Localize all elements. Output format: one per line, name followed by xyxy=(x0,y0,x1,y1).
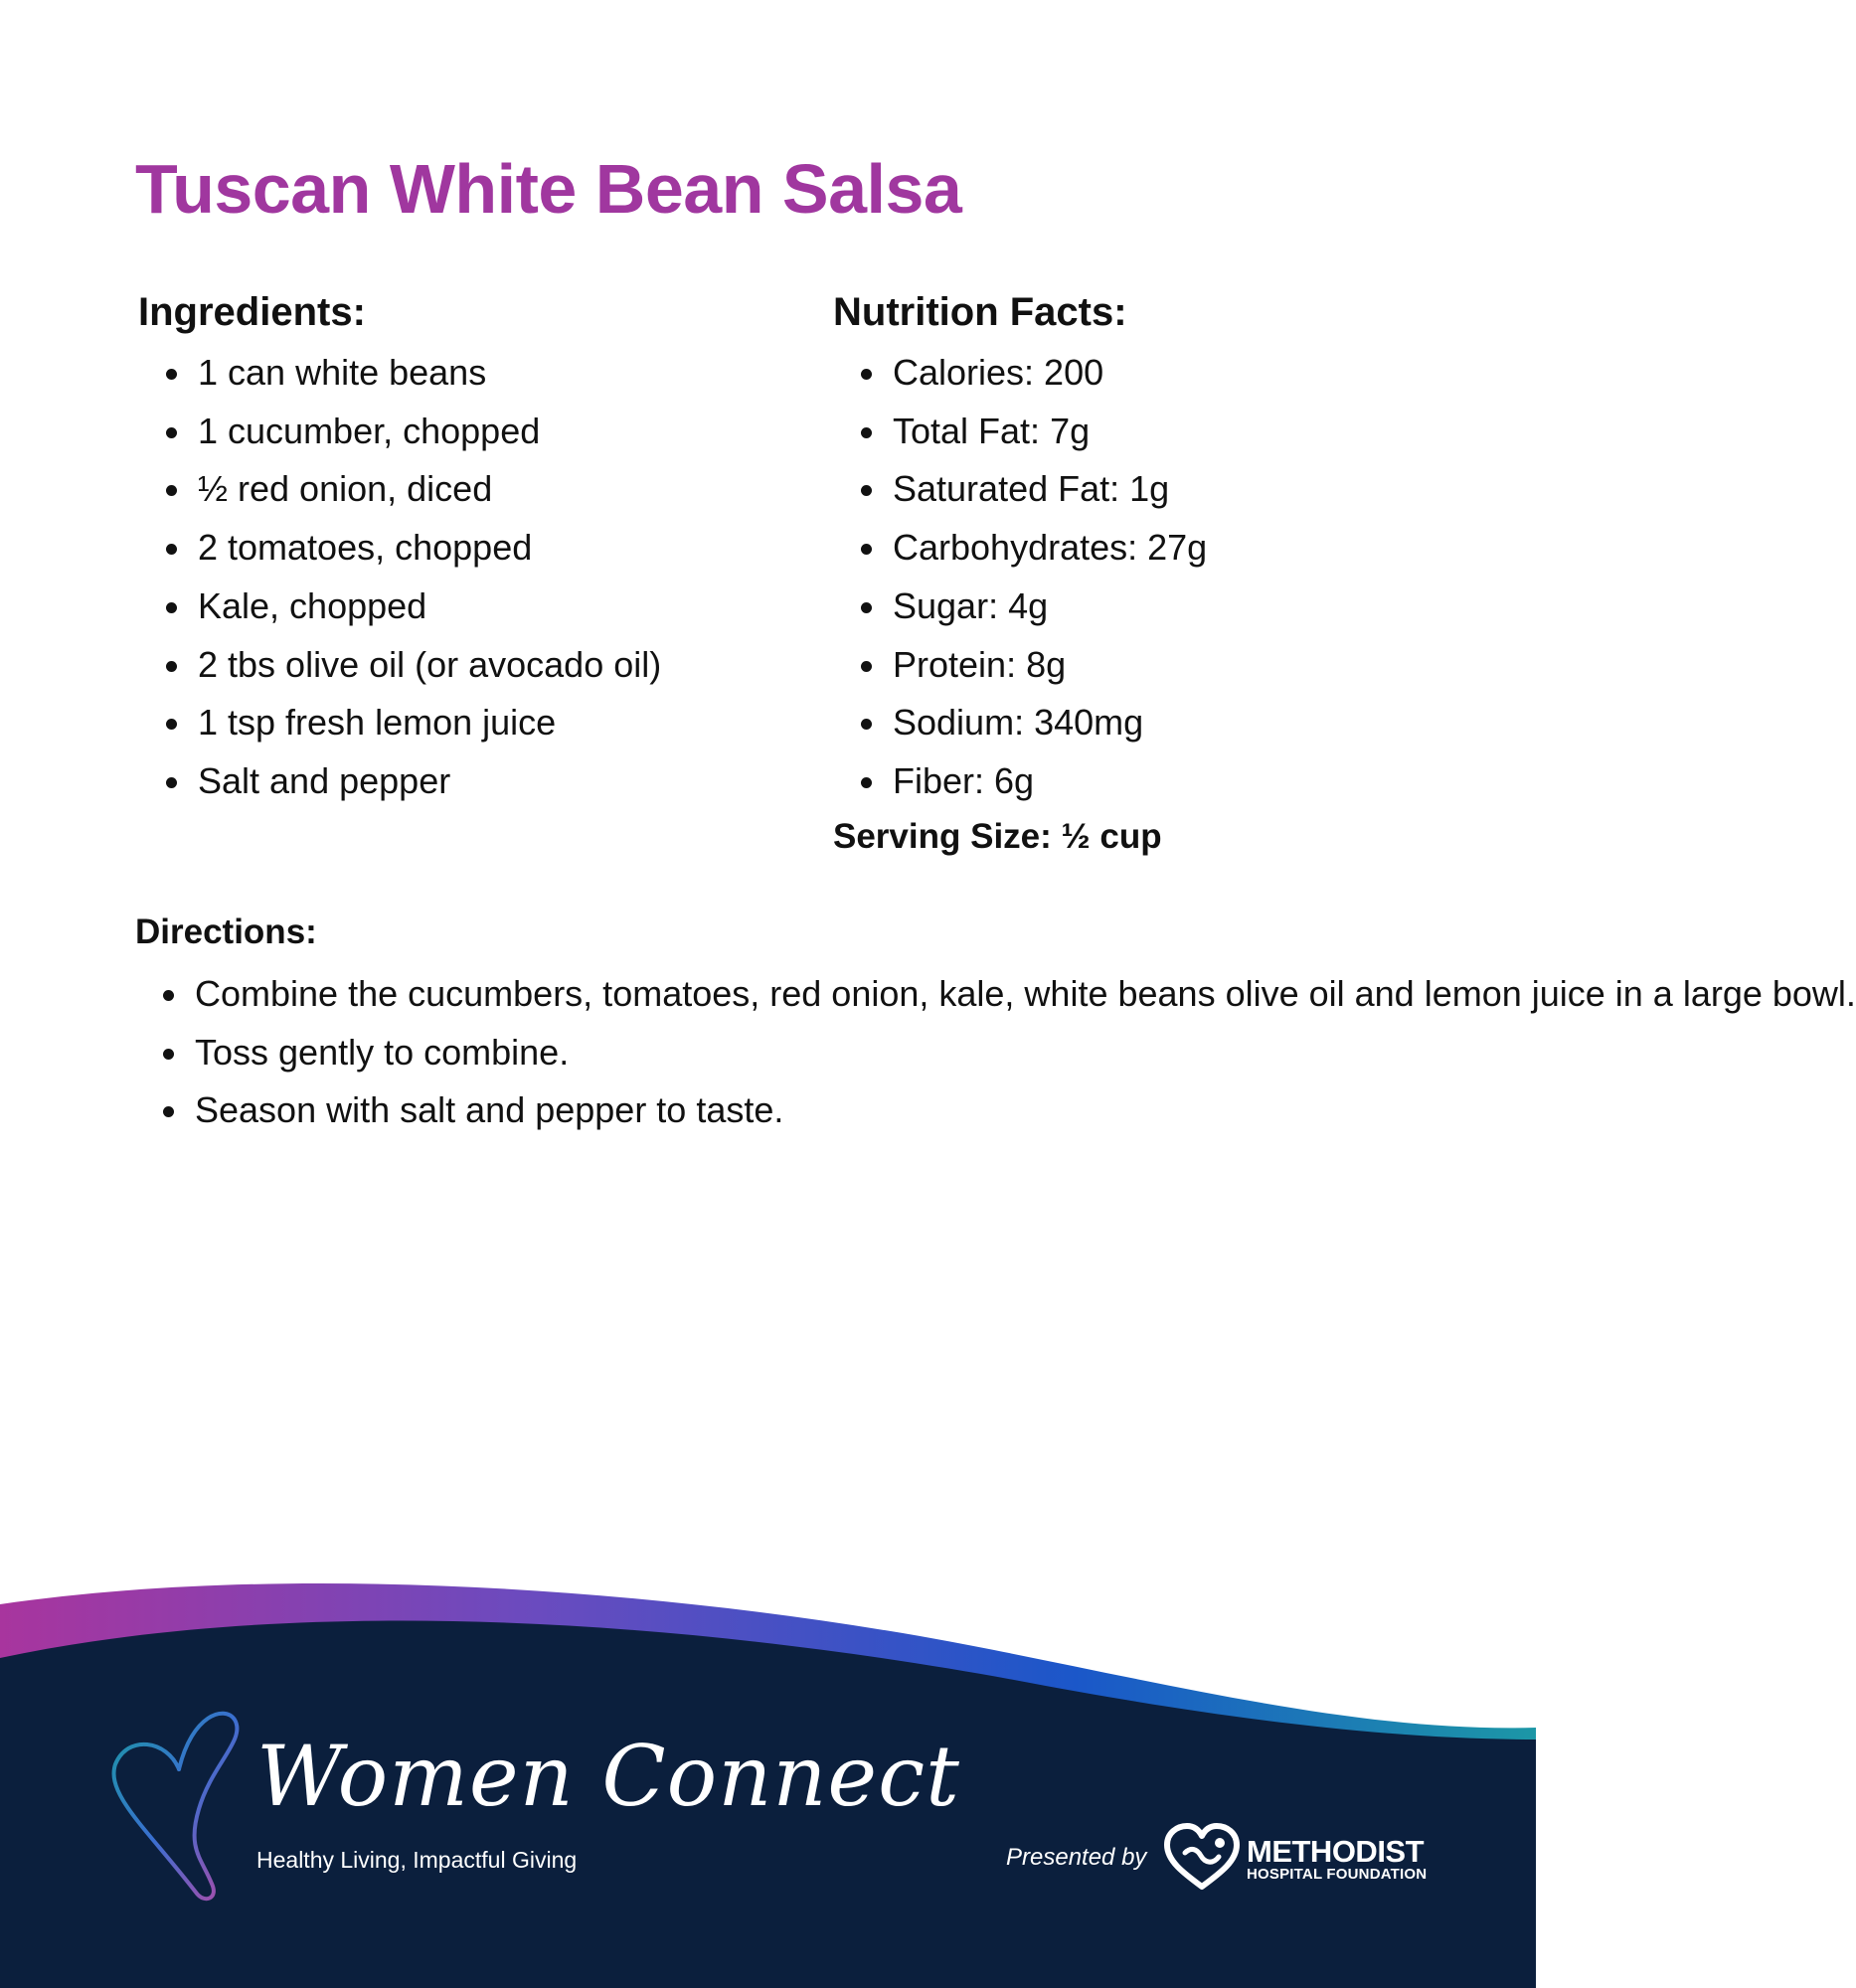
ingredient-text: Kale, chopped xyxy=(198,584,427,626)
heart-logo-icon xyxy=(107,1710,256,1908)
bullet-icon xyxy=(166,544,177,555)
bullet-icon xyxy=(861,719,872,730)
direction-text: Season with salt and pepper to taste. xyxy=(195,1089,784,1131)
bullet-icon xyxy=(163,1049,174,1060)
ingredient-text: 2 tbs olive oil (or avocado oil) xyxy=(198,643,662,685)
bullet-icon xyxy=(861,602,872,613)
nutrition-text: Sugar: 4g xyxy=(893,584,1049,626)
list-item xyxy=(138,636,661,695)
presented-by-label: Presented by xyxy=(1006,1844,1147,1871)
ingredient-text: ½ red onion, diced xyxy=(198,468,493,510)
list-item xyxy=(135,965,1856,1024)
list-item xyxy=(833,578,1207,636)
ingredient-text: 1 can white beans xyxy=(198,352,487,393)
list-item xyxy=(833,636,1207,695)
list-item xyxy=(135,1024,1368,1082)
ingredient-text: 1 tsp fresh lemon juice xyxy=(198,702,557,744)
methodist-heart-logo-icon xyxy=(1163,1823,1241,1893)
bullet-icon xyxy=(166,485,177,496)
serving-size: Serving Size: ½ cup xyxy=(833,817,1162,856)
nutrition-text: Saturated Fat: 1g xyxy=(893,468,1170,510)
directions-list xyxy=(135,965,1856,1140)
sponsor-subtitle: HOSPITAL FOUNDATION xyxy=(1247,1866,1428,1883)
bullet-icon xyxy=(166,661,177,672)
nutrition-text: Carbohydrates: 27g xyxy=(893,527,1208,569)
bullet-icon xyxy=(166,369,177,380)
list-item xyxy=(833,344,1207,403)
ingredients-list xyxy=(138,344,661,811)
list-item xyxy=(138,460,661,519)
bullet-icon xyxy=(166,719,177,730)
list-item xyxy=(138,578,661,636)
list-item xyxy=(135,1081,1368,1140)
direction-text: Combine the cucumbers, tomatoes, red onion, kale, white beans olive oil and lemon juice in a large bowl. xyxy=(195,973,1856,1014)
nutrition-list xyxy=(833,344,1207,811)
nutrition-text: Sodium: 340mg xyxy=(893,702,1144,744)
bullet-icon xyxy=(163,1106,174,1117)
list-item xyxy=(138,519,661,578)
list-item xyxy=(833,694,1207,752)
bullet-icon xyxy=(166,777,177,788)
list-item xyxy=(833,460,1207,519)
list-item xyxy=(833,752,1207,811)
bullet-icon xyxy=(861,544,872,555)
nutrition-heading: Nutrition Facts: xyxy=(833,290,1127,334)
ingredients-heading: Ingredients: xyxy=(138,290,366,334)
bullet-icon xyxy=(163,990,174,1001)
nutrition-text: Fiber: 6g xyxy=(893,759,1035,801)
bullet-icon xyxy=(861,777,872,788)
list-item xyxy=(833,403,1207,461)
brand-name: Women Connect xyxy=(256,1728,960,1825)
recipe-title: Tuscan White Bean Salsa xyxy=(135,150,962,228)
ingredient-text: 1 cucumber, chopped xyxy=(198,410,541,451)
list-item xyxy=(833,519,1207,578)
bullet-icon xyxy=(861,485,872,496)
list-item xyxy=(138,403,661,461)
nutrition-text: Total Fat: 7g xyxy=(893,410,1091,451)
bullet-icon xyxy=(861,661,872,672)
bullet-icon xyxy=(861,369,872,380)
list-item xyxy=(138,344,661,403)
bullet-icon xyxy=(166,602,177,613)
bullet-icon xyxy=(166,427,177,438)
sponsor-name: METHODIST xyxy=(1247,1834,1425,1869)
nutrition-text: Calories: 200 xyxy=(893,352,1104,393)
brand-tagline: Healthy Living, Impactful Giving xyxy=(256,1847,578,1873)
list-item xyxy=(138,752,661,811)
list-item xyxy=(138,694,661,752)
ingredient-text: 2 tomatoes, chopped xyxy=(198,527,533,569)
bullet-icon xyxy=(861,427,872,438)
ingredient-text: Salt and pepper xyxy=(198,759,451,801)
direction-text: Toss gently to combine. xyxy=(195,1031,570,1073)
directions-heading: Directions: xyxy=(135,912,317,951)
nutrition-text: Protein: 8g xyxy=(893,643,1067,685)
